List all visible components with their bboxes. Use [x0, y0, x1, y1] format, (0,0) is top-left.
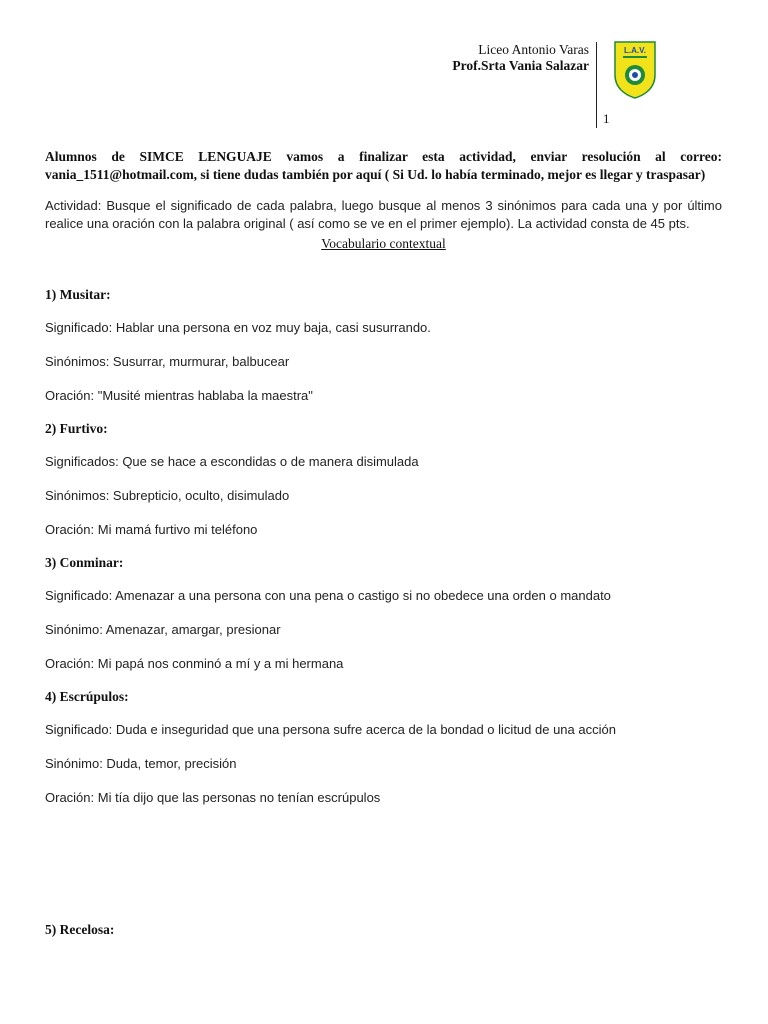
vocab-synonyms: Sinónimos: Subrepticio, oculto, disimulado — [45, 488, 290, 503]
header-divider — [596, 42, 597, 128]
vocab-term: 3) Conminar: — [45, 555, 124, 570]
vocab-sentence: Oración: Mi mamá furtivo mi teléfono — [45, 522, 258, 537]
vocab-synonyms: Sinónimo: Amenazar, amargar, presionar — [45, 622, 281, 637]
activity-instructions: Actividad: Busque el significado de cada palabra, luego busque al menos 3 sinónimos para cada una y por último realice una oración con la palabra original ( así como se ve en el primer ejemplo). La actividad consta de 45 pts. — [45, 198, 722, 231]
vocab-term: 1) Musitar: — [45, 287, 111, 302]
vocab-meaning: Significado: Hablar una persona en voz muy baja, casi susurrando. — [45, 320, 431, 335]
vocab-synonyms: Sinónimos: Susurrar, murmurar, balbucear — [45, 354, 290, 369]
document-header — [452, 42, 589, 74]
vocab-meaning: Significado: Amenazar a una persona con una pena o castigo si no obedece una orden o mandato — [45, 588, 611, 603]
vocab-sentence: Oración: Mi tía dijo que las personas no tenían escrúpulos — [45, 790, 381, 805]
vocab-meaning: Significado: Duda e inseguridad que una persona sufre acerca de la bondad o licitud de una acción — [45, 722, 616, 737]
document-body — [45, 148, 722, 939]
intro-paragraph: Alumnos de SIMCE LENGUAJE vamos a finalizar esta actividad, enviar resolución al correo: vania_1511@hotmail.com, si tiene dudas también por aquí ( Si Ud. lo había terminado, mejor es llegar y traspasar) — [45, 149, 722, 182]
vocab-term: 2) Furtivo: — [45, 421, 108, 436]
page-number: 1 — [603, 111, 610, 126]
school-name: Liceo Antonio Varas — [478, 42, 589, 57]
vocab-sentence: Oración: Mi papá nos conminó a mí y a mi hermana — [45, 656, 344, 671]
vocab-meaning: Significados: Que se hace a escondidas o de manera disimulada — [45, 454, 419, 469]
vocab-synonyms: Sinónimo: Duda, temor, precisión — [45, 756, 237, 771]
school-crest-logo — [614, 41, 656, 99]
section-title: Vocabulario contextual — [321, 236, 446, 251]
vocab-sentence: Oración: "Musité mientras hablaba la maestra" — [45, 388, 313, 403]
teacher-name: Prof.Srta Vania Salazar — [452, 58, 589, 73]
vocab-term: 4) Escrúpulos: — [45, 689, 129, 704]
svg-text:L.A.V.: L.A.V. — [624, 46, 646, 55]
vocab-term-next: 5) Recelosa: — [45, 922, 115, 937]
